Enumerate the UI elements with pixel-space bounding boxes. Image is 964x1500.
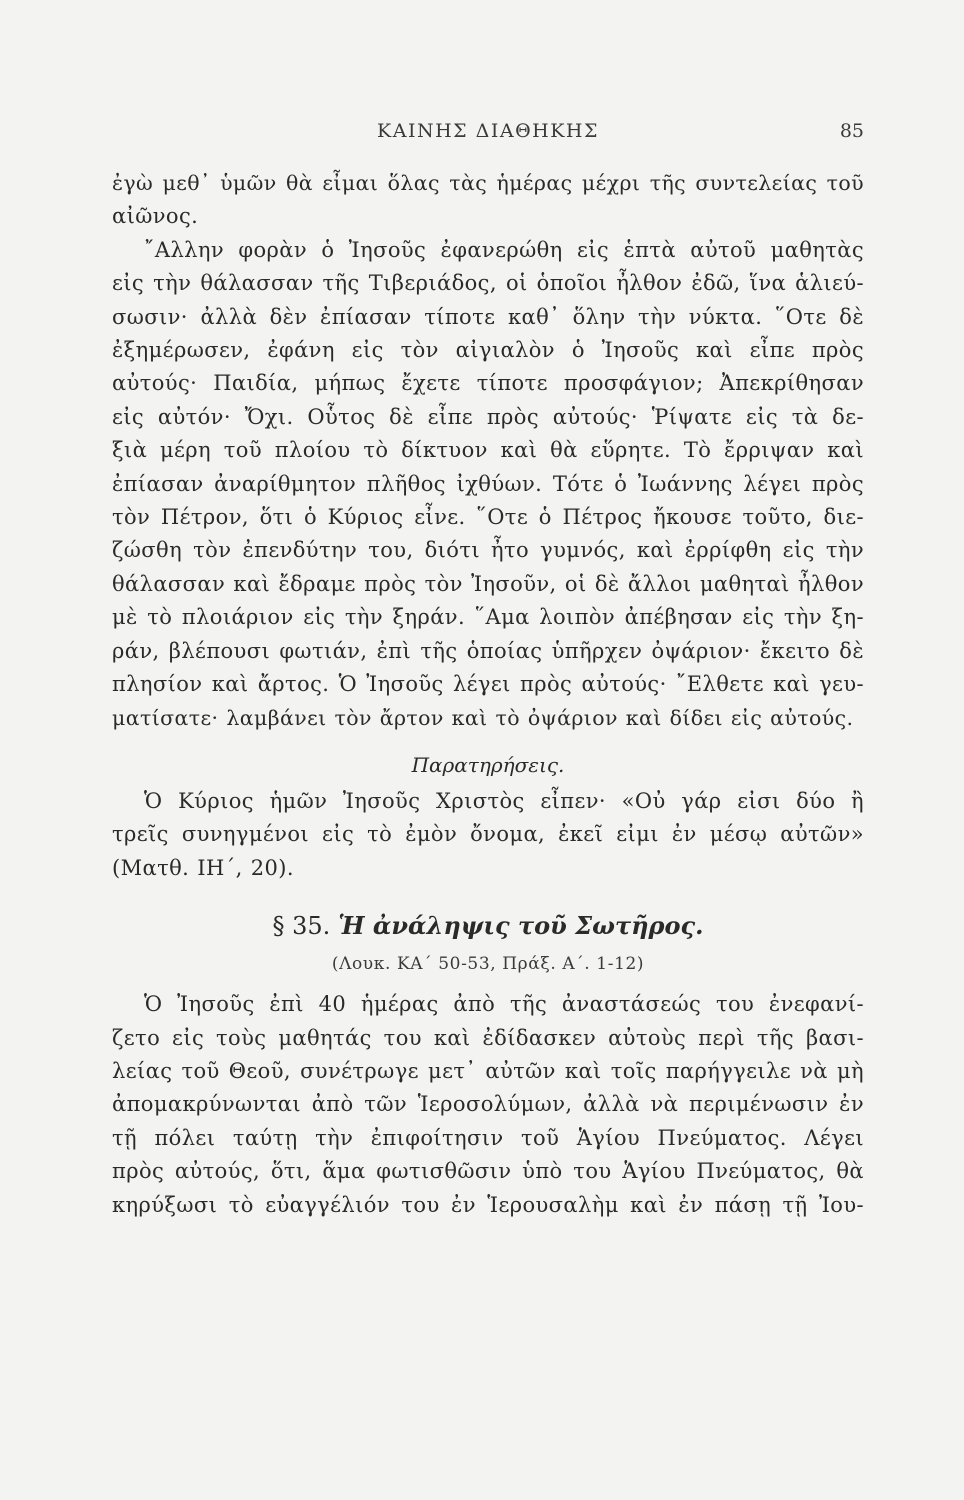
text-line: ξιὰ μέρη τοῦ πλοίου τὸ δίκτυον καὶ θὰ εὕρητε. Τὸ ἔρριψαν καὶ bbox=[112, 438, 864, 463]
observations-paragraph bbox=[112, 785, 864, 885]
text-line: εἰς τὴν θάλασσαν τῆς Τιβεριάδος, οἱ ὁποῖοι ἦλθον ἐδῶ, ἵνα ἁλιεύ- bbox=[112, 271, 864, 296]
section-heading bbox=[112, 911, 864, 940]
running-title: ΚΑΙΝΗΣ ΔΙΑΘΗΚΗΣ bbox=[377, 120, 599, 142]
section-number: § 35. bbox=[272, 912, 331, 941]
running-head bbox=[112, 120, 864, 150]
text-line: ζετο εἰς τοὺς μαθητάς του καὶ ἐδίδασκεν αὐτοὺς περὶ τῆς βασι- bbox=[112, 1025, 864, 1050]
text-line: λείας τοῦ Θεοῦ, συνέτρωγε μετ᾽ αὐτῶν καὶ τοῖς παρήγγειλε νὰ μὴ bbox=[112, 1058, 864, 1083]
text-line: ζώσθη τὸν ἐπενδύτην του, διότι ἦτο γυμνός, καὶ ἐρρίφθη εἰς τὴν bbox=[112, 538, 864, 563]
paragraph-appearance-tiberias bbox=[112, 234, 864, 735]
section-title: Ἡ ἀνάληψις τοῦ Σωτῆρος. bbox=[338, 911, 704, 941]
text-line: τρεῖς συνηγμένοι εἰς τὸ ἐμὸν ὄνομα, ἐκεῖ εἰμι ἐν μέσῳ αὐτῶν» bbox=[112, 822, 864, 847]
text-line: ματίσατε· λαμβάνει τὸν ἄρτον καὶ τὸ ὀψάριον καὶ δίδει εἰς αὐτούς. bbox=[112, 705, 854, 730]
text-line: Ὁ Κύριος ἡμῶν Ἰησοῦς Χριστὸς εἶπεν· «Οὐ γάρ εἰσι δύο ἢ bbox=[144, 788, 864, 813]
text-line: σωσιν· ἀλλὰ δὲν ἐπίασαν τίποτε καθ᾽ ὅλην τὴν νύκτα. ῞Οτε δὲ bbox=[112, 304, 864, 329]
text-line: πλησίον καὶ ἄρτος. Ὁ Ἰησοῦς λέγει πρὸς αὐτούς· ῎Ελθετε καὶ γευ- bbox=[112, 672, 864, 697]
text-line: τῇ πόλει ταύτῃ τὴν ἐπιφοίτησιν τοῦ Ἁγίου Πνεύματος. Λέγει bbox=[112, 1125, 864, 1150]
page-number: 85 bbox=[839, 120, 864, 142]
text-line: ἀπομακρύνωνται ἀπὸ τῶν Ἱεροσολύμων, ἀλλὰ νὰ περιμένωσιν ἐν bbox=[112, 1092, 864, 1117]
text-line: εἰς αὐτόν· Ὄχι. Οὗτος δὲ εἶπε πρὸς αὐτούς· Ῥίψατε εἰς τὰ δε- bbox=[112, 404, 864, 429]
section-reference: (Λουκ. ΚΑ΄ 50-53, Πράξ. Α΄. 1-12) bbox=[331, 954, 645, 975]
text-line: αἰῶνος. bbox=[112, 204, 199, 229]
text-line: θάλασσαν καὶ ἔδραμε πρὸς τὸν Ἰησοῦν, οἱ δὲ ἄλλοι μαθηταὶ ἦλθον bbox=[112, 571, 864, 596]
text-line: ἐπίασαν ἀναρίθμητον πλῆθος ἰχθύων. Τότε ὁ Ἰωάννης λέγει πρὸς bbox=[112, 471, 864, 496]
text-line: Ὁ Ἰησοῦς ἐπὶ 40 ἡμέρας ἀπὸ τῆς ἀναστάσεώς του ἐνεφανί- bbox=[144, 992, 864, 1017]
text-line: ἐγὼ μεθ᾽ ὑμῶν θὰ εἶμαι ὅλας τὰς ἡμέρας μέχρι τῆς συντελείας τοῦ bbox=[112, 171, 864, 195]
text-line: μὲ τὸ πλοιάριον εἰς τὴν ξηράν. ῞Αμα λοιπὸν ἀπέβησαν εἰς τὴν ξη- bbox=[112, 605, 864, 630]
section-paragraph bbox=[112, 988, 864, 1222]
text-line: κηρύξωσι τὸ εὐαγγέλιόν του ἐν Ἱερουσαλὴμ καὶ ἐν πάσῃ τῇ Ἰου- bbox=[112, 1192, 864, 1217]
text-line: πρὸς αὐτούς, ὅτι, ἅμα φωτισθῶσιν ὑπὸ του Ἁγίου Πνεύματος, θὰ bbox=[112, 1159, 864, 1184]
text-line: (Ματθ. ΙΗ΄, 20). bbox=[112, 855, 294, 880]
body-text bbox=[112, 167, 864, 1222]
text-line: ἐξημέρωσεν, ἐφάνη εἰς τὸν αἰγιαλὸν ὁ Ἰησοῦς καὶ εἶπε πρὸς bbox=[112, 338, 864, 363]
text-line: αὐτούς· Παιδία, μήπως ἔχετε τίποτε προσφάγιον; Ἀπεκρίθησαν bbox=[112, 371, 864, 396]
text-line: τὸν Πέτρον, ὅτι ὁ Κύριος εἶνε. ῞Οτε ὁ Πέτρος ἤκουσε τοῦτο, διε- bbox=[112, 505, 864, 530]
text-line: ράν, βλέπουσι φωτιάν, ἐπὶ τῆς ὁποίας ὑπῆρχεν ὀψάριον· ἔκειτο δὲ bbox=[112, 638, 864, 663]
text-line: ῎Αλλην φορὰν ὁ Ἰησοῦς ἐφανερώθη εἰς ἑπτὰ αὐτοῦ μαθητὰς bbox=[144, 237, 864, 262]
observations-heading: Παρατηρήσεις. bbox=[411, 752, 565, 777]
paragraph-continuation bbox=[112, 167, 864, 234]
